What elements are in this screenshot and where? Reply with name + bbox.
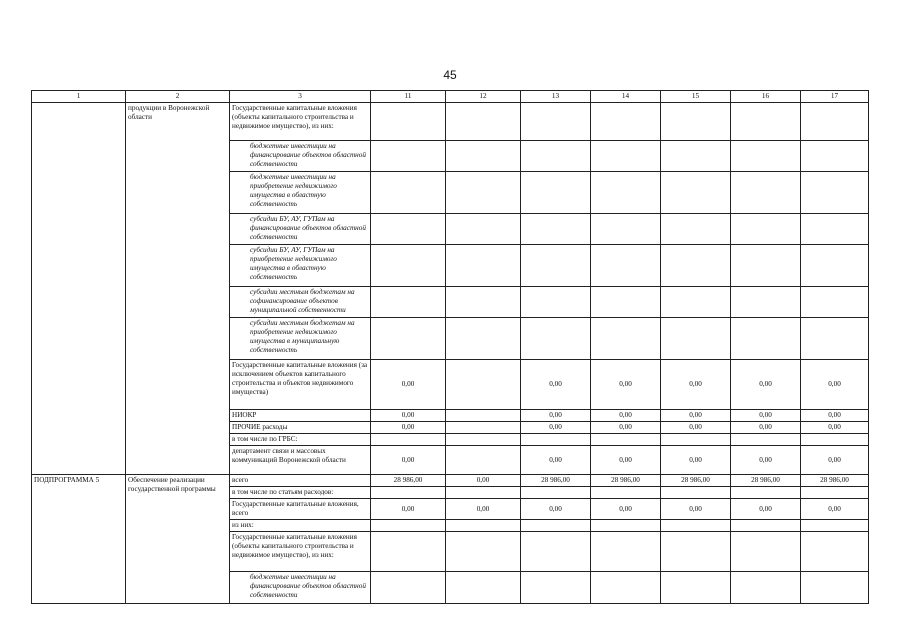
value-cell: [801, 172, 869, 214]
value-cell: 0,00: [801, 410, 869, 422]
value-cell: [371, 520, 446, 532]
column-header: 12: [446, 91, 521, 103]
value-cell: [446, 446, 521, 475]
value-cell: [661, 103, 731, 141]
value-cell: [371, 434, 446, 446]
row-label: Государственные капитальные вложения (объекты капитального строительства и недвижимое имущество), из них:: [230, 532, 371, 572]
value-cell: [801, 532, 869, 572]
value-cell: 0,00: [591, 499, 661, 520]
subprogram-code-cell: ПОДПРОГРАММА 5: [32, 475, 126, 604]
row-label: НИОКР: [230, 410, 371, 422]
value-cell: 0,00: [731, 360, 801, 410]
value-cell: [446, 172, 521, 214]
value-cell: 28 986,00: [661, 475, 731, 487]
value-cell: [591, 245, 661, 287]
value-cell: [801, 487, 869, 499]
row-label: субсидии БУ, АУ, ГУПам на приобретение недвижимого имущества в областную собственность: [230, 245, 371, 287]
row-label: бюджетные инвестиции на финансирование объектов областной собственности: [230, 572, 371, 604]
value-cell: 0,00: [521, 360, 591, 410]
value-cell: [731, 487, 801, 499]
value-cell: [446, 410, 521, 422]
row-label: субсидии местным бюджетам на приобретение недвижимого имущества в муниципальную собственность: [230, 318, 371, 360]
value-cell: [591, 103, 661, 141]
value-cell: 28 986,00: [801, 475, 869, 487]
value-cell: [731, 245, 801, 287]
value-cell: 0,00: [446, 475, 521, 487]
value-cell: 0,00: [801, 446, 869, 475]
value-cell: 0,00: [801, 360, 869, 410]
value-cell: 28 986,00: [591, 475, 661, 487]
row-label: всего: [230, 475, 371, 487]
value-cell: [371, 287, 446, 318]
subprogram-name-cell: Обеспечение реализации государственной программы: [126, 475, 230, 604]
row-label: бюджетные инвестиции на финансирование объектов областной собственности: [230, 141, 371, 172]
value-cell: [446, 532, 521, 572]
value-cell: [591, 532, 661, 572]
value-cell: [591, 318, 661, 360]
value-cell: [731, 572, 801, 604]
value-cell: [731, 287, 801, 318]
value-cell: 0,00: [661, 422, 731, 434]
row-label: Государственные капитальные вложения (за исключением объектов капитального строительства и объектов недвижимого имущества): [230, 360, 371, 410]
value-cell: [371, 532, 446, 572]
value-cell: 28 986,00: [731, 475, 801, 487]
value-cell: 0,00: [446, 499, 521, 520]
value-cell: [521, 487, 591, 499]
value-cell: [661, 572, 731, 604]
value-cell: [801, 245, 869, 287]
value-cell: [446, 487, 521, 499]
value-cell: [446, 520, 521, 532]
value-cell: 0,00: [521, 422, 591, 434]
column-header: 17: [801, 91, 869, 103]
value-cell: [521, 318, 591, 360]
block-code-cell: [32, 103, 126, 475]
value-cell: 0,00: [661, 499, 731, 520]
row-label: субсидии местным бюджетам на софинансирование объектов муниципальной собственности: [230, 287, 371, 318]
value-cell: [661, 520, 731, 532]
value-cell: 0,00: [661, 360, 731, 410]
value-cell: 0,00: [371, 422, 446, 434]
column-header: 16: [731, 91, 801, 103]
value-cell: [521, 141, 591, 172]
value-cell: [661, 214, 731, 245]
value-cell: [731, 103, 801, 141]
column-header: 3: [230, 91, 371, 103]
row-label: субсидии БУ, АУ, ГУПам на финансирование объектов областной собственности: [230, 214, 371, 245]
value-cell: [371, 318, 446, 360]
column-header: 13: [521, 91, 591, 103]
block-name-cell: продукции в Воронежской области: [126, 103, 230, 475]
value-cell: [521, 103, 591, 141]
value-cell: 0,00: [521, 410, 591, 422]
budget-table: [31, 90, 869, 604]
value-cell: [661, 172, 731, 214]
value-cell: 28 986,00: [371, 475, 446, 487]
value-cell: [521, 245, 591, 287]
row-label: департамент связи и массовых коммуникаций Воронежской области: [230, 446, 371, 475]
value-cell: [801, 287, 869, 318]
value-cell: [801, 572, 869, 604]
value-cell: [371, 214, 446, 245]
value-cell: 0,00: [801, 422, 869, 434]
row-label: ПРОЧИЕ расходы: [230, 422, 371, 434]
value-cell: [731, 141, 801, 172]
value-cell: [446, 422, 521, 434]
value-cell: 0,00: [801, 499, 869, 520]
page-number: 45: [443, 68, 457, 82]
value-cell: 0,00: [591, 422, 661, 434]
value-cell: [661, 245, 731, 287]
column-header: 1: [32, 91, 126, 103]
value-cell: [591, 287, 661, 318]
value-cell: [591, 141, 661, 172]
value-cell: 0,00: [371, 360, 446, 410]
value-cell: 0,00: [371, 499, 446, 520]
value-cell: 0,00: [371, 410, 446, 422]
value-cell: 0,00: [591, 410, 661, 422]
value-cell: [801, 141, 869, 172]
value-cell: [446, 103, 521, 141]
column-header: 15: [661, 91, 731, 103]
value-cell: [801, 103, 869, 141]
value-cell: 0,00: [591, 360, 661, 410]
value-cell: [801, 318, 869, 360]
row-label: Государственные капитальные вложения (объекты капитального строительства и недвижимое имущество), из них:: [230, 103, 371, 141]
value-cell: [371, 245, 446, 287]
value-cell: [731, 214, 801, 245]
value-cell: 0,00: [661, 410, 731, 422]
column-header: 14: [591, 91, 661, 103]
value-cell: 0,00: [521, 499, 591, 520]
value-cell: [731, 520, 801, 532]
value-cell: [801, 520, 869, 532]
value-cell: [521, 520, 591, 532]
value-cell: [591, 487, 661, 499]
value-cell: 0,00: [591, 446, 661, 475]
value-cell: 0,00: [521, 446, 591, 475]
value-cell: [446, 141, 521, 172]
value-cell: [521, 572, 591, 604]
value-cell: [661, 318, 731, 360]
value-cell: 0,00: [661, 446, 731, 475]
value-cell: [661, 532, 731, 572]
value-cell: [446, 434, 521, 446]
value-cell: [521, 287, 591, 318]
value-cell: [591, 572, 661, 604]
value-cell: [731, 172, 801, 214]
value-cell: [371, 103, 446, 141]
value-cell: [731, 318, 801, 360]
value-cell: [446, 572, 521, 604]
value-cell: [446, 287, 521, 318]
value-cell: [661, 141, 731, 172]
value-cell: [661, 287, 731, 318]
column-header: 11: [371, 91, 446, 103]
value-cell: [446, 360, 521, 410]
value-cell: [371, 141, 446, 172]
value-cell: [661, 487, 731, 499]
row-label: в том числе по ГРБС:: [230, 434, 371, 446]
value-cell: 0,00: [731, 446, 801, 475]
value-cell: [371, 172, 446, 214]
value-cell: 0,00: [731, 422, 801, 434]
value-cell: 28 986,00: [521, 475, 591, 487]
column-header-row: [32, 91, 869, 103]
value-cell: [731, 434, 801, 446]
value-cell: [371, 487, 446, 499]
value-cell: [591, 172, 661, 214]
row-label: из них:: [230, 520, 371, 532]
value-cell: [521, 434, 591, 446]
value-cell: [521, 214, 591, 245]
value-cell: 0,00: [371, 446, 446, 475]
value-cell: 0,00: [731, 410, 801, 422]
row-label: Государственные капитальные вложения, всего: [230, 499, 371, 520]
row-label: бюджетные инвестиции на приобретение недвижимого имущества в областную собственность: [230, 172, 371, 214]
value-cell: [731, 532, 801, 572]
value-cell: [446, 318, 521, 360]
column-header: 2: [126, 91, 230, 103]
value-cell: [801, 214, 869, 245]
value-cell: [591, 520, 661, 532]
value-cell: [591, 214, 661, 245]
value-cell: [801, 434, 869, 446]
value-cell: [446, 245, 521, 287]
value-cell: [521, 172, 591, 214]
table-row: [32, 103, 869, 141]
value-cell: [591, 434, 661, 446]
row-label: в том числе по статьям расходов:: [230, 487, 371, 499]
value-cell: [521, 532, 591, 572]
value-cell: 0,00: [731, 499, 801, 520]
value-cell: [371, 572, 446, 604]
table-row: [32, 475, 869, 487]
value-cell: [661, 434, 731, 446]
value-cell: [446, 214, 521, 245]
